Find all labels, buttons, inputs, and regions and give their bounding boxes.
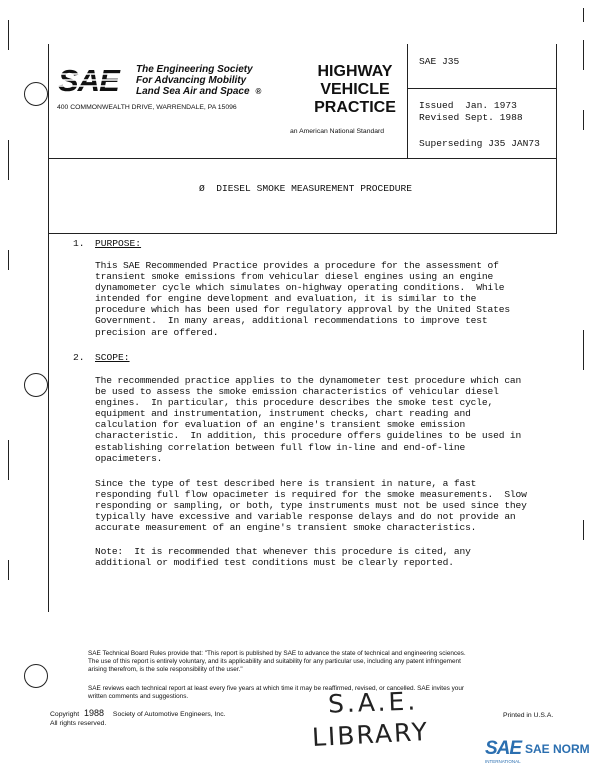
- superseding-note: Superseding J35 JAN73: [419, 138, 540, 149]
- left-margin-mark: [8, 440, 9, 480]
- frame-left-border: [48, 44, 49, 612]
- right-margin-mark: [583, 40, 584, 70]
- section-1-paragraph: This SAE Recommended Practice provides a procedure for the assessment of transient smoke emissions from vehicular diesel engines using an engine dynamometer cycle which simulates on-highway operating conditions. While intended for engine development and evaluation, it is similar to the procedure which has been used for regulatory approval by the United States Government. In many areas, additional recommendations to improve test precision are offered.: [95, 260, 510, 338]
- issued-date: Issued Jan. 1973: [419, 100, 517, 111]
- sae-logo: [56, 62, 132, 96]
- printed-in: Printed in U.S.A.: [503, 712, 554, 719]
- copyright-year: 1988: [83, 708, 105, 718]
- stamp-line-1: S.A.E.: [327, 686, 419, 719]
- watermark-sub: INTERNATIONAL: [485, 759, 521, 764]
- stamp-line-2: LIBRARY: [311, 716, 430, 753]
- watermark-text: SAE NORM: [525, 742, 590, 756]
- section-2-heading: SCOPE:: [95, 352, 130, 363]
- copyright-line: [50, 708, 226, 718]
- sae-logo-mark: [56, 62, 132, 96]
- revised-date: Revised Sept. 1988: [419, 112, 523, 123]
- ans-note: an American National Standard: [290, 128, 385, 135]
- doc-type-line-3: PRACTICE: [314, 99, 396, 116]
- right-margin-mark: [583, 330, 584, 370]
- sae-norm-watermark: [485, 737, 595, 767]
- doc-type-line-1: HIGHWAY: [317, 63, 393, 80]
- org-tagline-2: For Advancing Mobility: [136, 75, 247, 86]
- org-tagline-3: [136, 86, 261, 97]
- org-tagline-1: The Engineering Society: [136, 64, 253, 75]
- watermark-logo: SAE: [485, 738, 522, 759]
- section-2-paragraph-1: The recommended practice applies to the dynamometer test procedure which can be used to assess the smoke emission characteristics of vehicular diesel engines. In particular, this procedure describes the smoke test cycle, equipment and instrumentation, instrument checks, chart reading and calculation for evaluation of an engine's transient smoke emission characteristic. In addition, this procedure offers guidelines to be used in establishing correlation between full flow in-line and end-of-line opacimeters.: [95, 375, 522, 464]
- doc-number: SAE J35: [419, 56, 460, 67]
- binder-hole-middle: [24, 373, 48, 397]
- binder-hole-top: [24, 82, 48, 106]
- binder-hole-bottom: [24, 664, 48, 688]
- footer-review-text: SAE reviews each technical report at least every five years at which time it may be reaffirmed, revised, or cancelled. SAE invites your written comments and suggestions.: [88, 685, 465, 700]
- document-title: Ø DIESEL SMOKE MEASUREMENT PROCEDURE: [199, 183, 413, 194]
- left-margin-mark: [8, 140, 9, 180]
- right-margin-mark: [583, 110, 584, 130]
- frame-right-border: [556, 44, 557, 234]
- right-margin-mark: [583, 520, 584, 540]
- org-address: 400 COMMONWEALTH DRIVE, WARRENDALE, PA 15096: [57, 104, 237, 111]
- left-margin-mark: [8, 250, 9, 270]
- section-2-note: Note: It is recommended that whenever this procedure is cited, any additional or modified test conditions must be clearly reported.: [95, 546, 471, 569]
- title-bottom-rule: [48, 233, 557, 234]
- right-margin-mark: [583, 8, 584, 22]
- header-bottom-rule: [48, 158, 557, 159]
- footer-rules-text: SAE Technical Board Rules provide that: "This report is published by SAE to advance the state of technical and engineering sciences. The use of this report is entirely voluntary, and its applicability and suitability for any particular use, including any patent infringement arising therefrom, is the sole responsibility of the user.": [88, 650, 466, 673]
- left-margin-mark: [8, 20, 9, 50]
- section-1-heading: PURPOSE:: [95, 238, 142, 249]
- section-2-number: 2.: [73, 352, 85, 363]
- left-margin-mark: [8, 560, 9, 580]
- header-number-rule: [407, 88, 557, 89]
- library-stamp: [310, 688, 460, 758]
- registered-mark: ®: [255, 87, 262, 96]
- org-tagline-3-text: Land Sea Air and Space: [136, 86, 250, 97]
- rights-reserved: All rights reserved.: [50, 720, 107, 727]
- copyright-label: Copyright: [50, 711, 80, 718]
- section-2-paragraph-2: Since the type of test described here is transient in nature, a fast responding full flow opacimeter is required for the smoke measurements. Slow responding or sampling, or both, type instruments must not be used since they typically have excessive and variable response delays and do not provide an accurate measurement of an engine's transient smoke characteristics.: [95, 478, 527, 534]
- section-1-number: 1.: [73, 238, 85, 249]
- copyright-holder: Society of Automotive Engineers, Inc.: [112, 711, 226, 718]
- sae-logo-text: SAE: [58, 63, 119, 96]
- doc-type-line-2: VEHICLE: [320, 81, 390, 98]
